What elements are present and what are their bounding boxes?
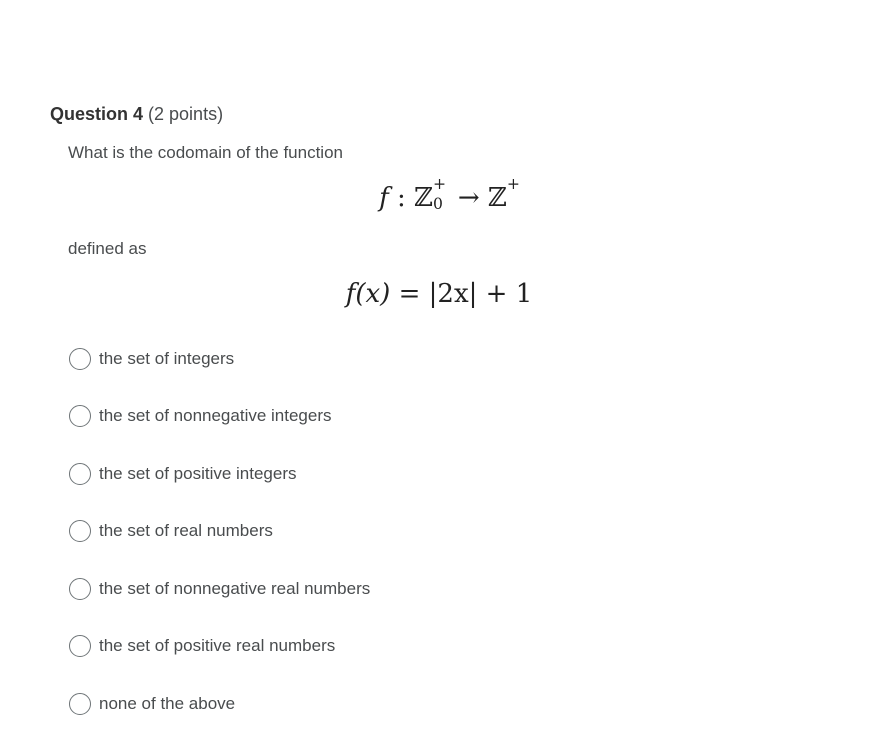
radio-button[interactable] [69,348,91,370]
function-lhs: f(x) [345,279,391,309]
answer-option[interactable] [69,520,273,542]
radio-button[interactable] [69,693,91,715]
domain-set [414,175,447,213]
function-rhs: |2x| + 1 [428,279,533,309]
colon-symbol: : [397,183,406,213]
answer-option[interactable] [69,578,370,600]
domain-subscript: 0 [433,195,443,213]
function-symbol: f [379,183,389,213]
radio-button[interactable] [69,635,91,657]
option-label: the set of positive real numbers [99,636,336,655]
radio-button[interactable] [69,405,91,427]
answer-option[interactable] [69,348,234,370]
question-prompt-defined: defined as [68,239,147,258]
domain-set-symbol: ℤ [414,183,434,213]
arrow-symbol: → [457,183,480,213]
option-label: none of the above [99,694,236,713]
answer-option[interactable] [69,405,332,427]
radio-button[interactable] [69,520,91,542]
option-label: the set of integers [99,349,235,368]
option-label: the set of nonnegative integers [99,406,332,425]
answer-option[interactable] [69,635,335,657]
question-prompt: What is the codomain of the function [68,143,343,162]
option-label: the set of real numbers [99,521,273,540]
codomain-superscript: + [506,175,520,193]
function-signature [0,175,876,213]
function-definition [0,279,876,309]
option-label: the set of positive integers [99,464,297,483]
radio-button[interactable] [69,578,91,600]
codomain-set-symbol: ℤ [487,183,507,213]
answer-option[interactable] [69,693,235,715]
answer-option[interactable] [69,463,297,485]
radio-button[interactable] [69,463,91,485]
codomain-set [487,175,520,213]
question-title: Question 4 [50,104,144,124]
option-label: the set of nonnegative real numbers [99,579,371,598]
question-header [50,104,223,125]
domain-superscript: + [433,175,447,193]
question-points: (2 points) [148,104,224,124]
equals-symbol: = [398,279,421,309]
